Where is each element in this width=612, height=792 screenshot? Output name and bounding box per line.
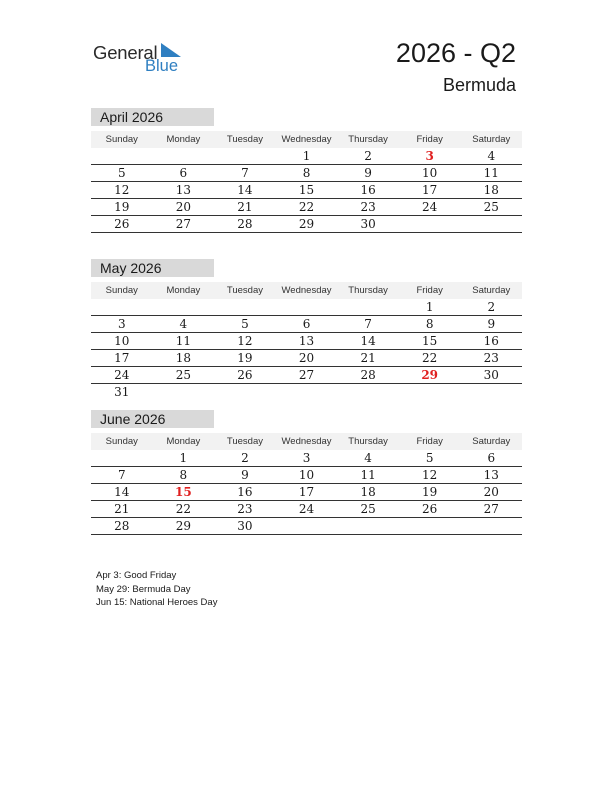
day-cell: 14 xyxy=(114,485,130,499)
day-cell: 19 xyxy=(237,351,253,365)
day-cell: 7 xyxy=(364,317,372,331)
empty-day-cell xyxy=(337,299,399,315)
weekday-monday: Monday xyxy=(166,436,201,447)
logo-triangle-icon xyxy=(161,43,181,57)
day-cell: 10 xyxy=(298,468,315,482)
empty-day-cell xyxy=(153,299,215,315)
week-row xyxy=(91,484,522,501)
weekday-monday: Monday xyxy=(166,134,201,145)
weekday-header-row xyxy=(91,282,522,299)
day-cell: 9 xyxy=(487,317,496,331)
day-cell: 30 xyxy=(237,519,253,533)
day-cell: 27 xyxy=(175,217,191,231)
weekday-tuesday: Tuesday xyxy=(226,436,263,447)
day-cell: 3 xyxy=(117,317,126,331)
weekday-friday: Friday xyxy=(416,436,443,447)
weekday-sunday: Sunday xyxy=(105,134,138,145)
day-cell: 30 xyxy=(360,217,376,231)
empty-day-cell xyxy=(276,518,338,534)
day-cell: 13 xyxy=(298,334,315,348)
day-cell: 18 xyxy=(360,485,376,499)
day-cell: 29 xyxy=(298,217,315,231)
day-cell: 17 xyxy=(422,183,438,197)
day-cell: 13 xyxy=(175,183,191,197)
weekday-saturday: Saturday xyxy=(472,436,511,447)
day-cell: 1 xyxy=(179,451,188,465)
weekday-wednesday: Wednesday xyxy=(281,285,332,296)
day-cell: 21 xyxy=(114,502,130,516)
weekday-wednesday: Wednesday xyxy=(281,134,332,145)
day-cell: 12 xyxy=(114,183,130,197)
month-label: May 2026 xyxy=(91,259,214,277)
day-cell: 2 xyxy=(487,300,496,314)
day-cell: 24 xyxy=(114,368,130,382)
day-cell: 5 xyxy=(425,451,434,465)
day-cell: 19 xyxy=(422,485,438,499)
empty-day-cell xyxy=(276,384,338,400)
empty-day-cell xyxy=(399,216,461,232)
week-row xyxy=(91,199,522,216)
day-cell: 4 xyxy=(487,149,496,163)
month-may xyxy=(91,259,522,400)
day-cell: 27 xyxy=(483,502,499,516)
holiday-note: Apr 3: Good Friday xyxy=(96,570,177,581)
day-cell: 16 xyxy=(237,485,253,499)
day-cell: 20 xyxy=(483,485,499,499)
empty-day-cell xyxy=(399,518,461,534)
day-cell: 8 xyxy=(425,317,434,331)
day-cell: 29 xyxy=(421,368,439,382)
week-row xyxy=(91,165,522,182)
logo xyxy=(93,40,193,80)
day-cell: 24 xyxy=(422,200,438,214)
day-cell: 22 xyxy=(422,351,438,365)
empty-day-cell xyxy=(460,518,522,534)
week-row xyxy=(91,384,522,400)
day-cell: 18 xyxy=(483,183,499,197)
empty-day-cell xyxy=(214,384,276,400)
day-cell: 1 xyxy=(302,149,311,163)
day-cell: 28 xyxy=(360,368,376,382)
day-cell: 12 xyxy=(237,334,253,348)
week-row xyxy=(91,333,522,350)
day-cell: 14 xyxy=(360,334,376,348)
day-cell: 23 xyxy=(360,200,376,214)
week-row xyxy=(91,467,522,484)
day-cell: 20 xyxy=(175,200,191,214)
month-label: April 2026 xyxy=(91,108,214,126)
empty-day-cell xyxy=(214,299,276,315)
day-cell: 19 xyxy=(114,200,130,214)
day-cell: 30 xyxy=(483,368,499,382)
weekday-wednesday: Wednesday xyxy=(281,436,332,447)
week-row xyxy=(91,350,522,367)
weekday-thursday: Thursday xyxy=(348,436,388,447)
weekday-sunday: Sunday xyxy=(105,436,138,447)
day-cell: 25 xyxy=(175,368,191,382)
empty-day-cell xyxy=(91,450,153,466)
day-cell: 4 xyxy=(364,451,372,465)
country-name: Bermuda xyxy=(442,75,516,95)
day-cell: 29 xyxy=(175,519,191,533)
empty-day-cell xyxy=(91,299,153,315)
day-cell: 8 xyxy=(302,166,311,180)
day-cell: 2 xyxy=(241,451,249,465)
day-cell: 31 xyxy=(114,385,130,399)
week-row xyxy=(91,518,522,535)
empty-day-cell xyxy=(337,518,399,534)
day-cell: 24 xyxy=(298,502,315,516)
day-cell: 22 xyxy=(298,200,315,214)
day-cell: 17 xyxy=(114,351,130,365)
day-cell: 1 xyxy=(425,300,434,314)
holiday-notes xyxy=(96,569,217,610)
day-cell: 28 xyxy=(114,519,130,533)
empty-day-cell xyxy=(337,384,399,400)
day-cell: 5 xyxy=(117,166,126,180)
weekday-header-row xyxy=(91,433,522,450)
empty-day-cell xyxy=(153,148,215,164)
day-cell: 8 xyxy=(179,468,188,482)
empty-day-cell xyxy=(460,216,522,232)
week-row xyxy=(91,316,522,333)
empty-day-cell xyxy=(153,384,215,400)
day-cell: 6 xyxy=(179,166,188,180)
day-cell: 20 xyxy=(298,351,315,365)
day-cell: 27 xyxy=(298,368,315,382)
page-title: 2026 - Q2 xyxy=(395,38,516,68)
day-cell: 25 xyxy=(360,502,376,516)
weekday-monday: Monday xyxy=(166,285,201,296)
weekday-saturday: Saturday xyxy=(472,285,511,296)
day-cell: 11 xyxy=(483,166,499,180)
day-cell: 3 xyxy=(302,451,311,465)
empty-day-cell xyxy=(276,299,338,315)
day-cell: 26 xyxy=(237,368,253,382)
weekday-sunday: Sunday xyxy=(105,285,138,296)
day-cell: 15 xyxy=(422,334,438,348)
day-cell: 3 xyxy=(425,149,434,163)
weekday-friday: Friday xyxy=(416,134,443,145)
day-cell: 17 xyxy=(298,485,315,499)
day-cell: 7 xyxy=(241,166,249,180)
empty-day-cell xyxy=(91,148,153,164)
day-cell: 9 xyxy=(364,166,372,180)
day-cell: 21 xyxy=(237,200,253,214)
week-row xyxy=(91,450,522,467)
day-cell: 7 xyxy=(117,468,126,482)
day-cell: 16 xyxy=(360,183,376,197)
day-cell: 18 xyxy=(175,351,191,365)
day-cell: 21 xyxy=(360,351,376,365)
day-cell: 15 xyxy=(175,485,192,499)
day-cell: 25 xyxy=(483,200,499,214)
holiday-note: Jun 15: National Heroes Day xyxy=(96,597,218,608)
logo-blue-text: Blue xyxy=(145,57,179,75)
week-row xyxy=(91,299,522,316)
day-cell: 5 xyxy=(241,317,249,331)
day-cell: 26 xyxy=(114,217,130,231)
weekday-tuesday: Tuesday xyxy=(226,285,263,296)
day-cell: 14 xyxy=(237,183,253,197)
weekday-header-row xyxy=(91,131,522,148)
weekday-thursday: Thursday xyxy=(348,285,388,296)
week-row xyxy=(91,182,522,199)
logo-general-text: General xyxy=(93,42,158,63)
day-cell: 12 xyxy=(422,468,438,482)
day-cell: 6 xyxy=(302,317,311,331)
weekday-thursday: Thursday xyxy=(348,134,388,145)
month-april xyxy=(91,108,522,233)
day-cell: 11 xyxy=(175,334,191,348)
day-cell: 6 xyxy=(487,451,496,465)
weekday-tuesday: Tuesday xyxy=(226,134,263,145)
day-cell: 10 xyxy=(114,334,130,348)
month-june xyxy=(91,410,522,535)
day-cell: 28 xyxy=(237,217,253,231)
day-cell: 11 xyxy=(360,468,376,482)
day-cell: 13 xyxy=(483,468,499,482)
empty-day-cell xyxy=(214,148,276,164)
week-row xyxy=(91,367,522,384)
month-label: June 2026 xyxy=(91,410,214,428)
day-cell: 16 xyxy=(483,334,499,348)
day-cell: 15 xyxy=(298,183,315,197)
holiday-note: May 29: Bermuda Day xyxy=(96,583,191,595)
week-row xyxy=(91,501,522,518)
day-cell: 26 xyxy=(422,502,438,516)
week-row xyxy=(91,148,522,165)
day-cell: 9 xyxy=(241,468,249,482)
week-row xyxy=(91,216,522,233)
day-cell: 4 xyxy=(179,317,188,331)
day-cell: 23 xyxy=(237,502,253,516)
empty-day-cell xyxy=(399,384,461,400)
weekday-friday: Friday xyxy=(416,285,443,296)
day-cell: 23 xyxy=(483,351,499,365)
day-cell: 22 xyxy=(175,502,191,516)
weekday-saturday: Saturday xyxy=(472,134,511,145)
empty-day-cell xyxy=(460,384,522,400)
day-cell: 10 xyxy=(422,166,438,180)
day-cell: 2 xyxy=(364,149,372,163)
